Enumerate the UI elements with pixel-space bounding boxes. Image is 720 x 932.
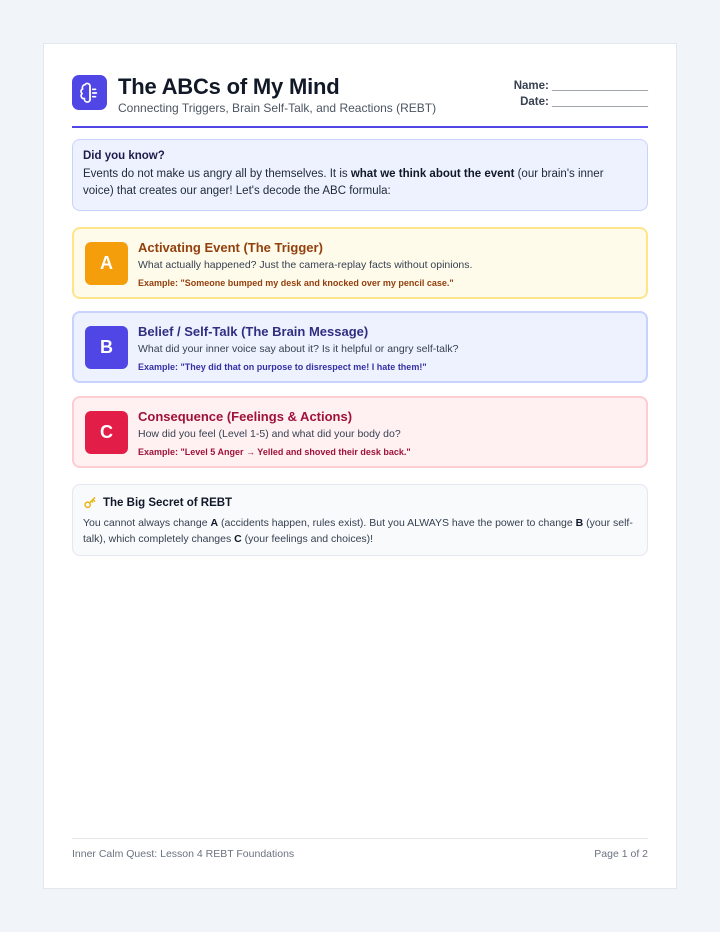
did-you-know-text — [83, 166, 637, 200]
student-fields — [514, 78, 648, 110]
card-belief — [72, 311, 648, 383]
text-part: Events do not make us angry all by themselves. It is — [83, 168, 351, 180]
did-you-know-box — [72, 139, 648, 211]
text-part: (your feelings and choices)! — [241, 533, 374, 545]
brain-icon — [72, 75, 107, 110]
big-secret-box — [72, 484, 648, 556]
text-part: (accidents happen, rules exist). But you ALWAYS have the power to change — [218, 517, 576, 529]
card-title: Activating Event (The Trigger) — [138, 240, 323, 255]
card-example: Example: "Level 5 Anger → Yelled and shoved their desk back." — [138, 447, 411, 457]
key-icon — [83, 496, 97, 510]
header — [72, 72, 648, 128]
card-title: Belief / Self-Talk (The Brain Message) — [138, 324, 369, 339]
page-title: The ABCs of My Mind — [118, 74, 340, 99]
big-secret-title-text: The Big Secret of REBT — [103, 497, 233, 509]
worksheet-page — [43, 43, 677, 889]
card-description: What actually happened? Just the camera-replay facts without opinions. — [138, 259, 473, 271]
page-subtitle: Connecting Triggers, Brain Self-Talk, and Reactions (REBT) — [118, 101, 437, 115]
date-field[interactable]: Date: _______________ — [520, 96, 648, 108]
text-part: (your self-talk), which completely changes — [83, 517, 633, 545]
card-consequence — [72, 396, 648, 468]
letter-badge-b: B — [85, 326, 128, 369]
letter-badge-c: C — [85, 411, 128, 454]
card-description: How did you feel (Level 1-5) and what did your body do? — [138, 428, 401, 440]
text-emphasis: B — [575, 517, 584, 529]
footer — [72, 838, 648, 860]
text-emphasis: A — [210, 517, 219, 529]
card-title: Consequence (Feelings & Actions) — [138, 409, 353, 424]
card-activating-event — [72, 227, 648, 299]
big-secret-text — [83, 515, 637, 547]
letter-badge-a: A — [85, 242, 128, 285]
name-field[interactable]: Name: _______________ — [513, 80, 648, 92]
card-example: Example: "They did that on purpose to disrespect me! I hate them!" — [138, 362, 427, 372]
footer-lesson: Inner Calm Quest: Lesson 4 REBT Foundations — [72, 848, 295, 860]
card-description: What did your inner voice say about it? Is it helpful or angry self-talk? — [138, 343, 459, 355]
big-secret-title — [83, 496, 637, 510]
text-part: You cannot always change — [83, 517, 211, 529]
text-part: (our brain's inner voice) that creates our anger! Let's decode the ABC formula: — [83, 168, 604, 197]
text-emphasis: C — [234, 533, 242, 545]
page-number: Page 1 of 2 — [594, 848, 648, 860]
card-example: Example: "Someone bumped my desk and knocked over my pencil case." — [138, 278, 454, 288]
text-emphasis: what we think about the event — [350, 168, 515, 180]
did-you-know-title: Did you know? — [83, 150, 165, 162]
